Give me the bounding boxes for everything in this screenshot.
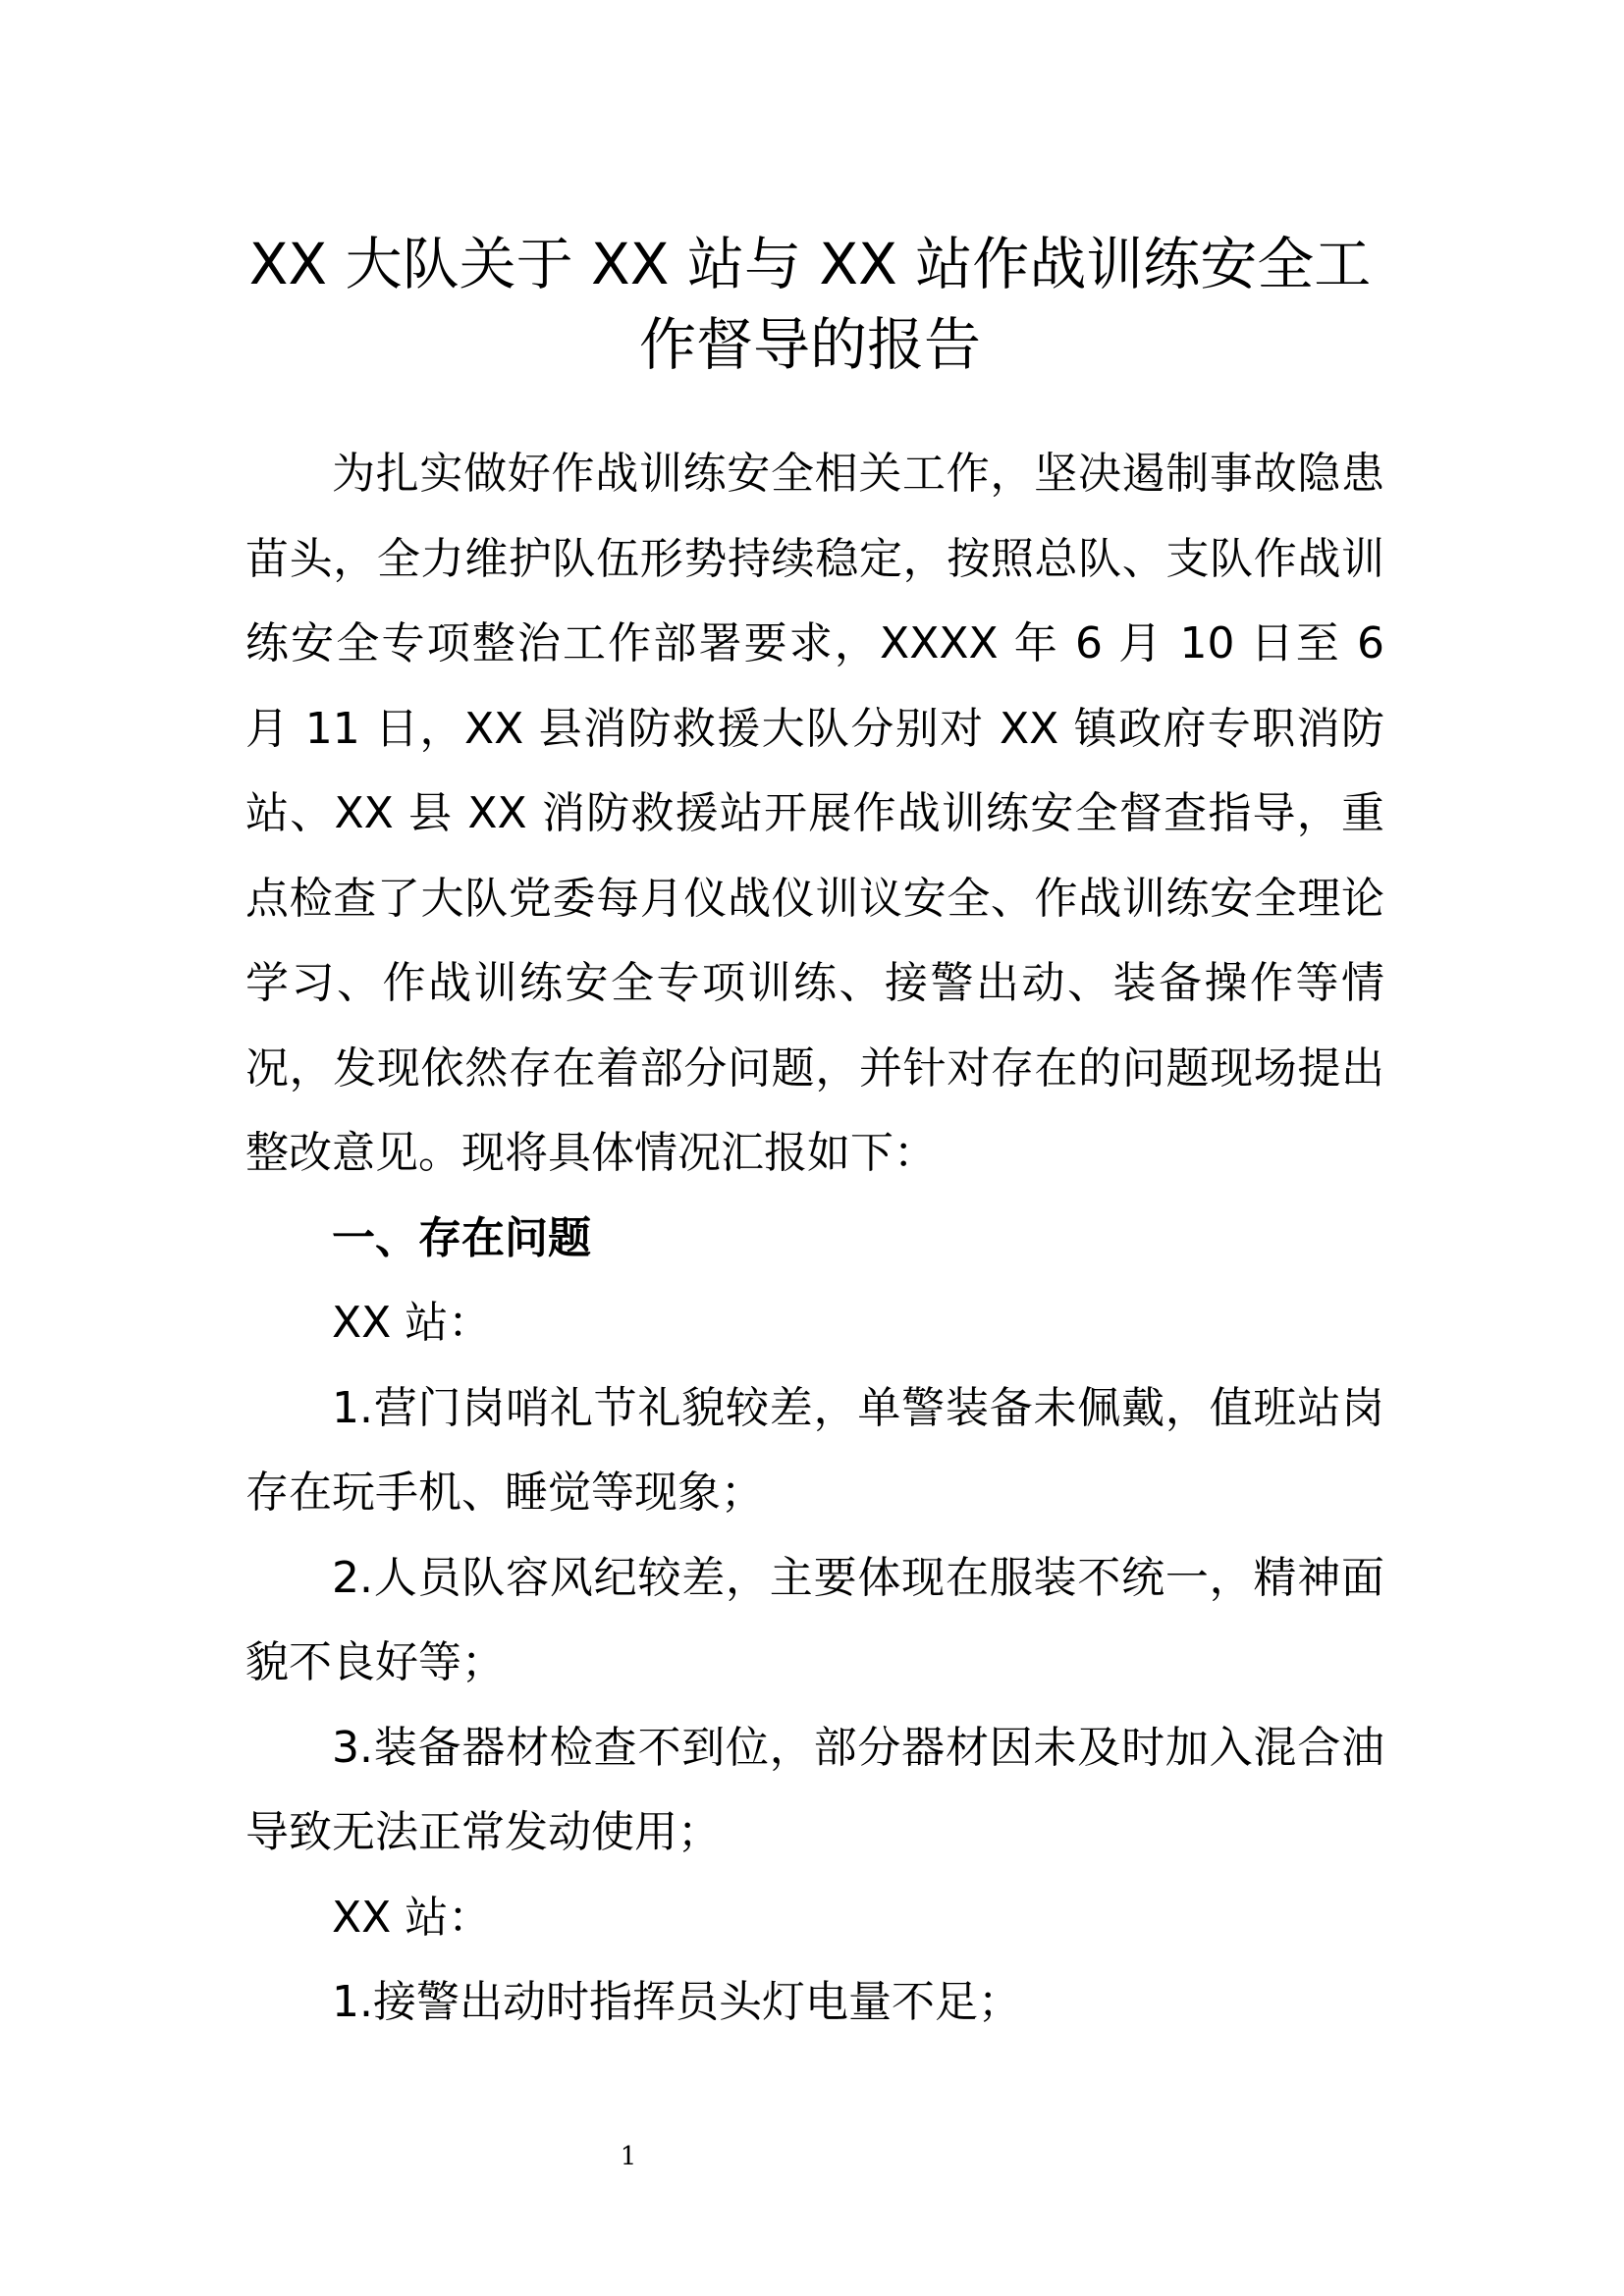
document-title-line-1: XX 大队关于 XX 站与 XX 站作战训练安全工 — [248, 231, 1372, 297]
station-1-item-1: 1.营门岗哨礼节礼貌较差，单警装备未佩戴，值班站岗存在玩手机、睡觉等现象； — [245, 1382, 1384, 1518]
document-body — [245, 432, 1384, 2046]
intro-paragraph: 为扎实做好作战训练安全相关工作，坚决遏制事故隐患苗头，全力维护队伍形势持续稳定，按照总队、支队作战训练安全专项整治工作部署要求，XXXX 年 6 月 10 日至 6 月 11 日，XX 县消防救援大队分别对 XX 镇政府专职消防站、XX 县 XX 消防救援站开展作战训练安全督查指导，重点检查了大队党委每月仪战仪训议安全、作战训练安全理论学习、作战训练安全专项训练、接警出动、装备操作等情况，发现依然存在着部分问题，并针对存在的问题现场提出整改意见。现将具体情况汇报如下： — [245, 449, 1384, 1178]
station-1-item-3: 3.装备器材检查不到位，部分器材因未及时加入混合油导致无法正常发动使用； — [245, 1722, 1384, 1857]
document-title-line-2: 作督导的报告 — [638, 311, 981, 378]
page-number: 1 — [620, 2142, 637, 2171]
station-1-item-2: 2.人员队容风纪较差，主要体现在服装不统一，精神面貌不良好等； — [245, 1552, 1384, 1687]
station-2-label: XX 站： — [332, 1892, 492, 1943]
section-heading-problems: 一、存在问题 — [332, 1212, 591, 1263]
station-2-item-1: 1.接警出动时指挥员头灯电量不足； — [332, 1977, 1021, 2027]
station-1-label: XX 站： — [332, 1298, 492, 1348]
